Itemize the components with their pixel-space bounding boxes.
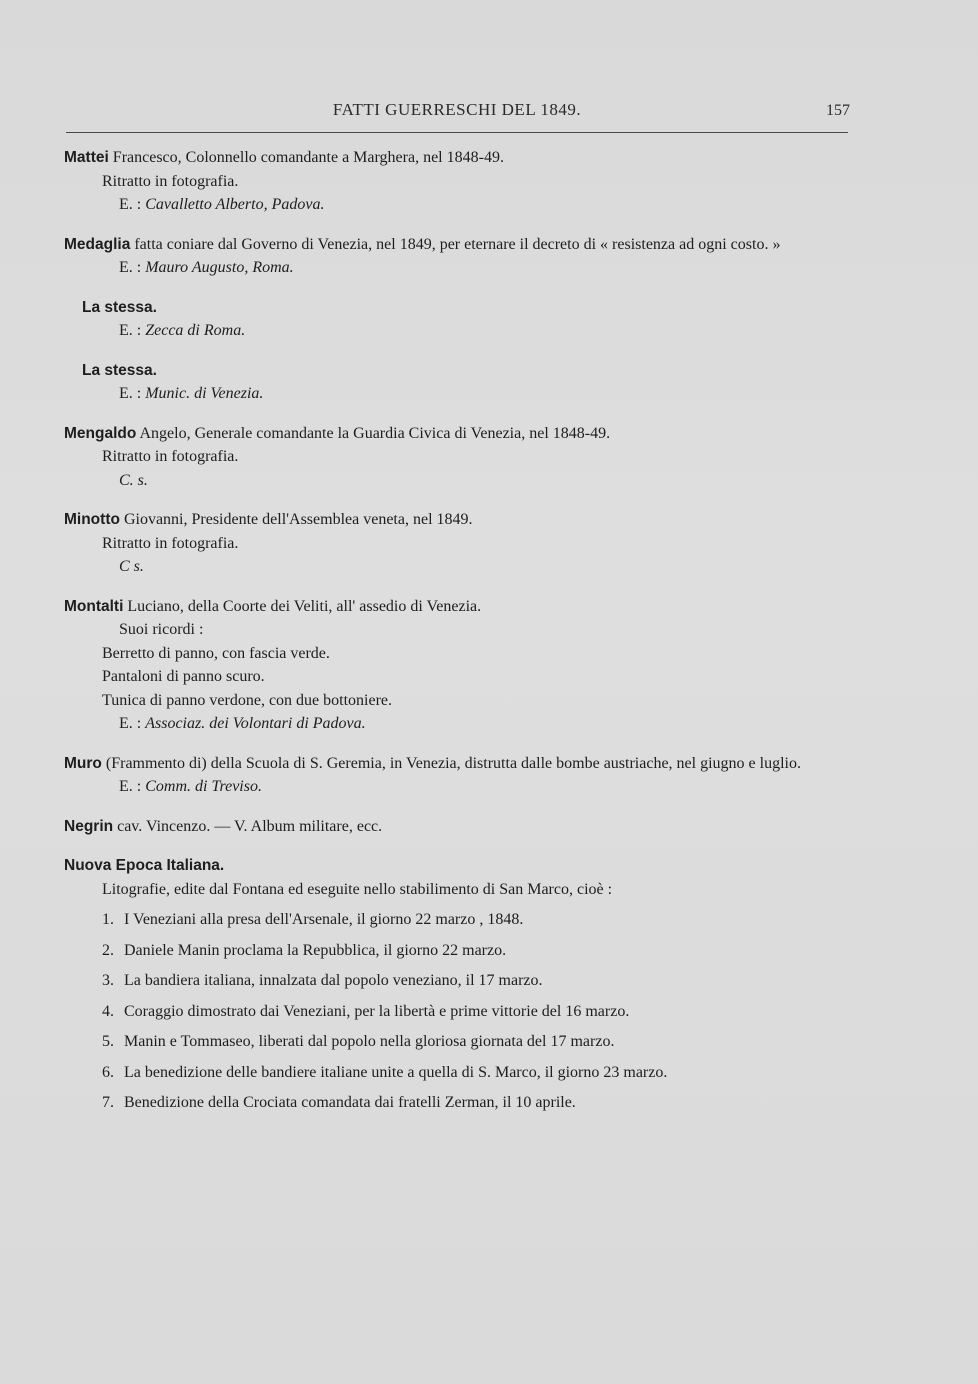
header-rule bbox=[66, 132, 848, 133]
header-title: FATTI GUERRESCHI DEL 1849. bbox=[332, 100, 582, 119]
entry-intro: Litografie, edite dal Fontana ed eseguite nello stabilimento di San Marco, cioè : bbox=[102, 880, 613, 898]
entry-la-stessa-2 bbox=[64, 359, 854, 406]
exhibitor-name: Mauro Augusto, Roma. bbox=[145, 259, 294, 276]
entry-detail: Tunica di panno verdone, con due bottoniere. bbox=[102, 691, 393, 709]
entry-medaglia bbox=[64, 233, 854, 280]
list-item: 1. I Veneziani alla presa dell'Arsenale, il giorno 22 marzo , 1848. bbox=[102, 911, 524, 928]
entry-heading: Nuova Epoca Italiana. bbox=[64, 857, 225, 874]
entry-nuova-epoca-italiana bbox=[64, 854, 854, 1115]
entry-muro bbox=[64, 752, 854, 799]
exhibitor-name: Zecca di Roma. bbox=[145, 322, 246, 339]
page-number: 157 bbox=[826, 102, 850, 119]
list-item: 2. Daniele Manin proclama la Repubblica, il giorno 22 marzo. bbox=[102, 941, 507, 959]
exhibitor-line: E. : Zecca di Roma. bbox=[119, 322, 246, 339]
entry-heading: Mengaldo bbox=[64, 424, 137, 442]
entry-negrin bbox=[64, 815, 854, 839]
entry-heading: Mattei bbox=[64, 149, 109, 166]
exhibitor-name: Cavalletto Alberto, Padova. bbox=[145, 196, 325, 213]
entry-montalti bbox=[64, 595, 854, 736]
entry-text: fatta coniare dal Governo di Venezia, nel 1849, per eternare il decreto di « resistenza ad ogni costo. » bbox=[130, 235, 781, 253]
list-item: 4. Coraggio dimostrato dai Veneziani, per la libertà e prime vittorie del 16 marzo. bbox=[102, 1002, 630, 1020]
entry-detail: Ritratto in fotografia. bbox=[102, 534, 239, 552]
entry-detail: Ritratto in fotografia. bbox=[102, 448, 239, 465]
exhibitor-name: Associaz. dei Volontari di Padova. bbox=[145, 715, 366, 732]
entry-heading: Montalti bbox=[64, 597, 124, 615]
entry-text: (Frammento di) della Scuola di S. Geremia, in Venezia, distrutta dalle bombe austriache, nel giugno e luglio. bbox=[101, 754, 801, 772]
entry-heading: Muro bbox=[64, 754, 102, 772]
entry-text: Luciano, della Coorte dei Veliti, all' assedio di Venezia. bbox=[123, 597, 482, 615]
entry-detail: Pantaloni di panno scuro. bbox=[102, 668, 265, 685]
catalog-entries bbox=[64, 146, 854, 1131]
running-header bbox=[64, 100, 850, 126]
exhibitor-name: Munic. di Venezia. bbox=[145, 385, 264, 402]
entry-detail: Berretto di panno, con fascia verde. bbox=[102, 644, 330, 662]
entry-heading: Minotto bbox=[64, 511, 120, 528]
exhibitor-name: C s. bbox=[119, 558, 144, 575]
entry-detail: Ritratto in fotografia. bbox=[102, 172, 239, 190]
entry-mengaldo bbox=[64, 422, 854, 493]
entry-heading: La stessa. bbox=[82, 298, 157, 316]
exhibitor-line: E. : Munic. di Venezia. bbox=[119, 385, 264, 402]
entry-text: Francesco, Colonnello comandante a Marghera, nel 1848-49. bbox=[108, 149, 504, 166]
exhibitor-name: Comm. di Treviso. bbox=[145, 778, 262, 795]
entry-mattei bbox=[64, 146, 854, 217]
entry-heading: Medaglia bbox=[64, 235, 131, 253]
exhibitor-line: E. : Mauro Augusto, Roma. bbox=[119, 259, 294, 276]
exhibitor-name: C. s. bbox=[119, 471, 148, 489]
entry-heading: Negrin bbox=[64, 817, 114, 835]
entry-subheading: Suoi ricordi : bbox=[119, 621, 204, 638]
exhibitor-line: E. : Associaz. dei Volontari di Padova. bbox=[119, 715, 366, 732]
entry-text: cav. Vincenzo. — V. Album militare, ecc. bbox=[113, 817, 383, 835]
entry-text: Giovanni, Presidente dell'Assemblea veneta, nel 1849. bbox=[119, 511, 473, 528]
entry-la-stessa-1 bbox=[64, 296, 854, 343]
list-item: 3. La bandiera italiana, innalzata dal popolo veneziano, il 17 marzo. bbox=[102, 972, 543, 989]
exhibitor-line: E. : Cavalletto Alberto, Padova. bbox=[119, 196, 325, 213]
exhibitor-line: E. : Comm. di Treviso. bbox=[119, 778, 262, 795]
list-item: 7. Benedizione della Crociata comandata dai fratelli Zerman, il 10 aprile. bbox=[102, 1094, 576, 1111]
entry-text: Angelo, Generale comandante la Guardia Civica di Venezia, nel 1848-49. bbox=[136, 424, 611, 442]
entry-minotto bbox=[64, 508, 854, 579]
entry-heading: La stessa. bbox=[82, 361, 157, 379]
list-item: 6. La benedizione delle bandiere italiane unite a quella di S. Marco, il giorno 23 marzo. bbox=[102, 1063, 668, 1081]
list-item: 5. Manin e Tommaseo, liberati dal popolo nella gloriosa giornata del 17 marzo. bbox=[102, 1033, 615, 1050]
